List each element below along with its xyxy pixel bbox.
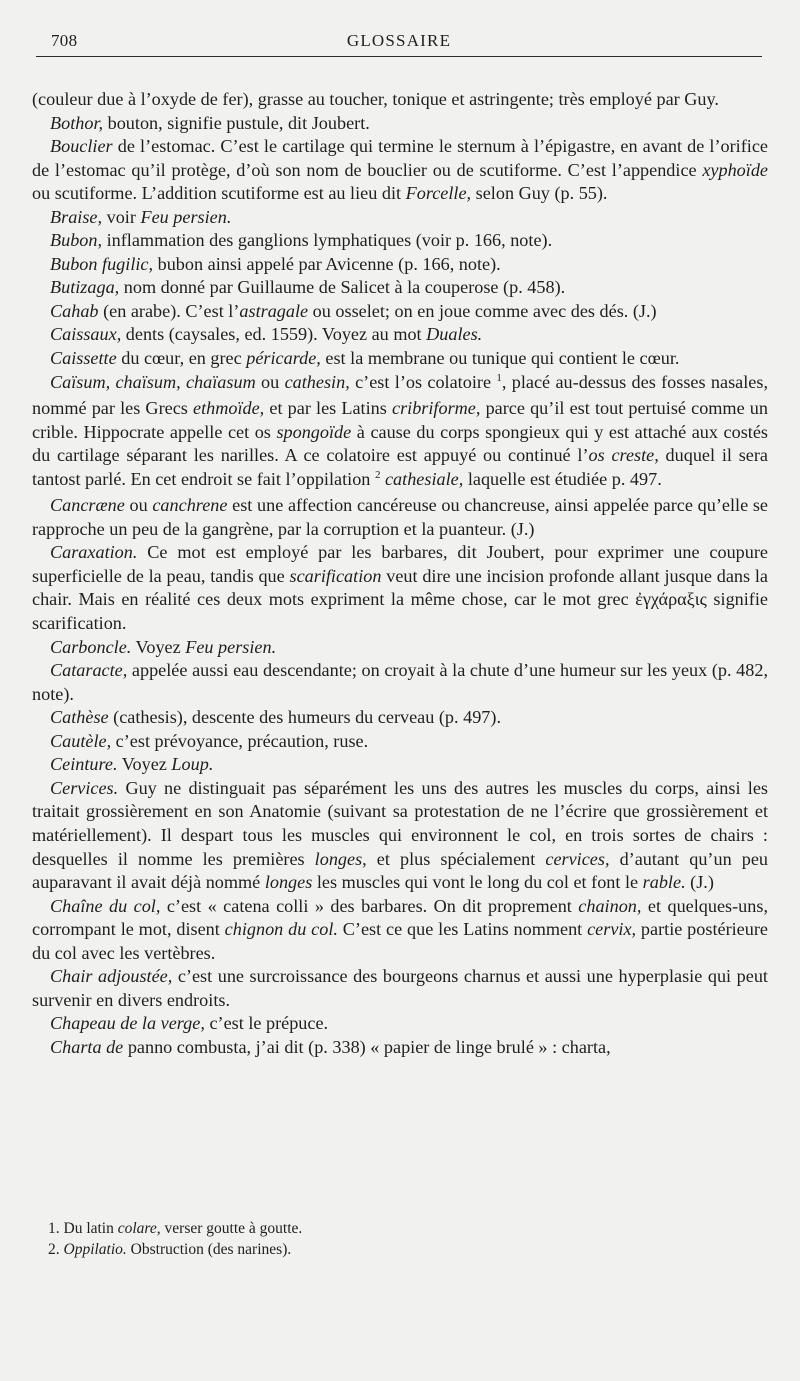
glossary-entry xyxy=(32,753,768,777)
italic-text: rable. xyxy=(642,872,686,893)
footnote-ref: 1 xyxy=(496,371,502,384)
entry-term: Bubon, xyxy=(50,230,103,251)
entry-text: (couleur due à l’oxyde de fer), grasse au toucher, tonique et astringente; très employé par Guy. xyxy=(32,89,719,109)
italic-text: os creste, xyxy=(588,445,659,466)
entry-text: Guy ne distinguait pas séparément les uns des autres les muscles du corps, ainsi les traitait grossièrement en son Anatomie (suivant sa protestation de ne l’écrire que grossièrement et matériellement). Il despart tous les muscles qui environnent le col, en trois sortes de chairs : desquelles il nomme les premières xyxy=(32,777,768,869)
entry-text: dents (caysales, ed. 1559). Voyez au mot xyxy=(121,324,427,345)
entry-term: Bothor, xyxy=(50,112,104,133)
italic-text: cathesin, xyxy=(284,371,350,392)
glossary-entry xyxy=(32,323,768,347)
glossary-entry xyxy=(32,730,768,754)
italic-text: Loup. xyxy=(171,754,214,775)
glossary-entry xyxy=(32,371,768,495)
entry-term: Cancræne xyxy=(50,495,125,516)
entry-term: Chapeau de la verge, xyxy=(50,1013,205,1034)
italic-text: chignon du col. xyxy=(224,919,338,940)
entry-text: c’est « catena colli » des barbares. On dit proprement xyxy=(160,895,579,916)
entry-text: (cathesis), descente des humeurs du cerveau (p. 497). xyxy=(108,707,502,728)
glossary-entry xyxy=(32,659,768,706)
italic-text: Feu persien. xyxy=(140,206,232,227)
glossary-entry xyxy=(32,300,768,324)
entry-text: de l’estomac. C’est le cartilage qui termine le sternum à l’épigastre, en avant de l’orifice de l’estomac qu’il protège, d’où son nom de bouclier ou de scutiforme. C’est l’appendice xyxy=(32,136,768,180)
entry-text: parce qu’il est tout pertuisé comme un crible. Hippocrate appelle cet os xyxy=(32,398,768,442)
footnote-ref: 2 xyxy=(374,468,381,481)
entry-text: appelée aussi eau descendante; on croyait à la chute d’une humeur sur les yeux (p. 482, note). xyxy=(32,660,768,704)
entry-text: est la membrane ou tunique qui contient le cœur. xyxy=(320,348,680,369)
entry-text: C’est ce que les Latins nomment xyxy=(337,919,588,940)
italic-text: canchrene xyxy=(152,495,228,516)
entry-term: Caissaux, xyxy=(50,324,122,345)
entry-text: c’est le prépuce. xyxy=(204,1013,329,1034)
italic-text: cribriforme, xyxy=(392,398,481,419)
entry-text: c’est l’os colatoire xyxy=(349,371,497,392)
italic-text: Duales. xyxy=(426,324,483,345)
entry-text: du cœur, en grec xyxy=(116,348,247,369)
entry-text: (J.) xyxy=(685,872,714,893)
entry-text: ou scutiforme. L’addition scutiforme est au lieu dit xyxy=(32,183,406,204)
italic-text: cervix, xyxy=(587,919,637,940)
entry-term: Braise, xyxy=(50,206,103,227)
italic-text: cervices, xyxy=(545,848,610,869)
glossary-entry xyxy=(32,206,768,230)
footnote xyxy=(48,1218,768,1239)
italic-text: Feu persien. xyxy=(185,636,277,657)
glossary-entry xyxy=(32,135,768,206)
entry-text: veut dire une incision profonde allant jusque dans la chair. Mais en réalité ces deux mots expriment la même chose, car le mot grec ἐγχάραξις signifie scarification. xyxy=(32,565,768,634)
entry-term: Cahab xyxy=(50,300,99,321)
entry-term: Caissette xyxy=(50,348,117,369)
entry-text: 1. Du latin xyxy=(48,1220,118,1237)
entry-text: panno combusta, j’ai dit (p. 338) « papier de linge brulé » : charta, xyxy=(123,1036,611,1057)
italic-text: cathesiale, xyxy=(384,468,464,489)
glossary-entry xyxy=(32,494,768,541)
entry-text: est une affection cancéreuse ou chancreuse, ainsi appelée parce qu’elle se rapproche un peu de la gangrène, par la corruption et la puanteur. (J.) xyxy=(32,495,768,539)
italic-text: astragale xyxy=(239,300,309,321)
italic-text: scarification xyxy=(289,565,382,586)
entry-term: Cathèse xyxy=(50,707,109,728)
footnotes xyxy=(48,1218,768,1260)
entry-term: Caraxation. xyxy=(50,542,138,563)
glossary-entry xyxy=(32,965,768,1012)
entry-term: Cervices. xyxy=(50,777,119,798)
italic-text: spongoïde xyxy=(276,421,352,442)
entry-text: c’est une surcroissance des bourgeons charnus et aussi une hyperplasie qui peut survenir en divers endroits. xyxy=(32,966,768,1010)
entry-text: voir xyxy=(102,206,141,227)
entry-text: duquel il sera tantost parlé. En cet endroit se fait l’oppilation xyxy=(32,445,768,489)
entry-text: bouton, signifie pustule, dit Joubert. xyxy=(103,112,370,133)
glossary-entry xyxy=(32,541,768,635)
entry-text: , placé au-dessus des fosses nasales, nommé par les Grecs xyxy=(32,371,768,419)
entry-text: inflammation des ganglions lymphatiques (voir p. 166, note). xyxy=(102,230,553,251)
entry-text: les muscles qui vont le long du col et font le xyxy=(312,872,643,893)
italic-text: xyphoïde xyxy=(702,159,768,180)
glossary-entry xyxy=(32,706,768,730)
italic-text: longes, xyxy=(314,848,367,869)
italic-text: Oppilatio. xyxy=(63,1241,127,1258)
glossary-entry xyxy=(32,276,768,300)
glossary-entry xyxy=(32,777,768,895)
entry-text: et par les Latins xyxy=(264,398,392,419)
entry-text: laquelle est étudiée p. 497. xyxy=(463,468,662,489)
entry-text: nom donné par Guillaume de Salicet à la couperose (p. 458). xyxy=(119,277,566,298)
entry-text: ou osselet; on en joue comme avec des dés. (J.) xyxy=(308,300,657,321)
entry-term: Cataracte, xyxy=(50,660,128,681)
entry-text: d’autant qu’un peu auparavant il avait déjà nommé xyxy=(32,848,768,893)
glossary-entry xyxy=(32,895,768,966)
entry-term: Chaîne du col, xyxy=(50,895,161,916)
entry-term: Cautèle, xyxy=(50,730,112,751)
entry-text: Voyez xyxy=(131,636,186,657)
entry-term: Butizaga, xyxy=(50,277,120,298)
glossary-entry xyxy=(32,636,768,660)
entry-text: Ce mot est employé par les barbares, dit Joubert, pour exprimer une coupure superficielle de la peau, tandis que xyxy=(32,542,768,586)
italic-text: longes xyxy=(264,872,313,893)
glossary-entry xyxy=(32,253,768,277)
entry-text: ou xyxy=(124,495,153,516)
entry-text: ou xyxy=(255,371,285,392)
footnote xyxy=(48,1239,768,1260)
italic-text: chainon, xyxy=(578,895,642,916)
entry-term: Bouclier xyxy=(50,136,113,157)
page-header xyxy=(36,28,762,57)
entry-term: Charta de xyxy=(50,1036,124,1057)
entry-term: Bubon fugilic, xyxy=(50,253,154,274)
entry-text: c’est prévoyance, précaution, ruse. xyxy=(111,730,369,751)
glossary-entry xyxy=(32,1012,768,1036)
entry-text: 2. xyxy=(48,1241,64,1258)
entry-text: selon Guy (p. 55). xyxy=(471,183,608,204)
italic-text: Forcelle, xyxy=(405,183,472,204)
page-number: 708 xyxy=(51,31,78,50)
entry-text: (en arabe). C’est l’ xyxy=(98,300,240,321)
italic-text: péricarde, xyxy=(246,348,321,369)
entry-term: Chair adjoustée, xyxy=(50,966,173,987)
glossary-entry xyxy=(32,347,768,371)
entry-text: à cause du corps spongieux qui y est attaché aux costés du cartilage séparant les narilles. A ce colatoire est appuyé ou continué l’ xyxy=(32,421,768,466)
running-head: GLOSSAIRE xyxy=(346,31,452,50)
italic-text: colare, xyxy=(117,1220,161,1237)
entry-term: Carboncle. xyxy=(50,636,132,657)
entry-text: Voyez xyxy=(117,754,172,775)
entry-term: Ceinture. xyxy=(50,754,118,775)
entry-text: bubon ainsi appelé par Avicenne (p. 166, note). xyxy=(153,253,501,274)
entry-text: verser goutte à goutte. xyxy=(160,1220,303,1237)
glossary-entry xyxy=(32,1036,768,1060)
glossary-entry xyxy=(32,229,768,253)
glossary-entry xyxy=(32,112,768,136)
glossary-entry xyxy=(32,88,768,112)
entry-term: Caïsum, chaïsum, chaïasum xyxy=(50,371,256,392)
entry-text: et quelques-uns, corrompant le mot, disent xyxy=(32,895,768,940)
entry-text: Obstruction (des narines). xyxy=(126,1241,292,1258)
italic-text: ethmoïde, xyxy=(193,398,265,419)
glossary-body xyxy=(32,88,768,1059)
entry-text: partie postérieure du col avec les vertèbres. xyxy=(32,919,768,963)
entry-text: et plus spécialement xyxy=(366,848,546,869)
